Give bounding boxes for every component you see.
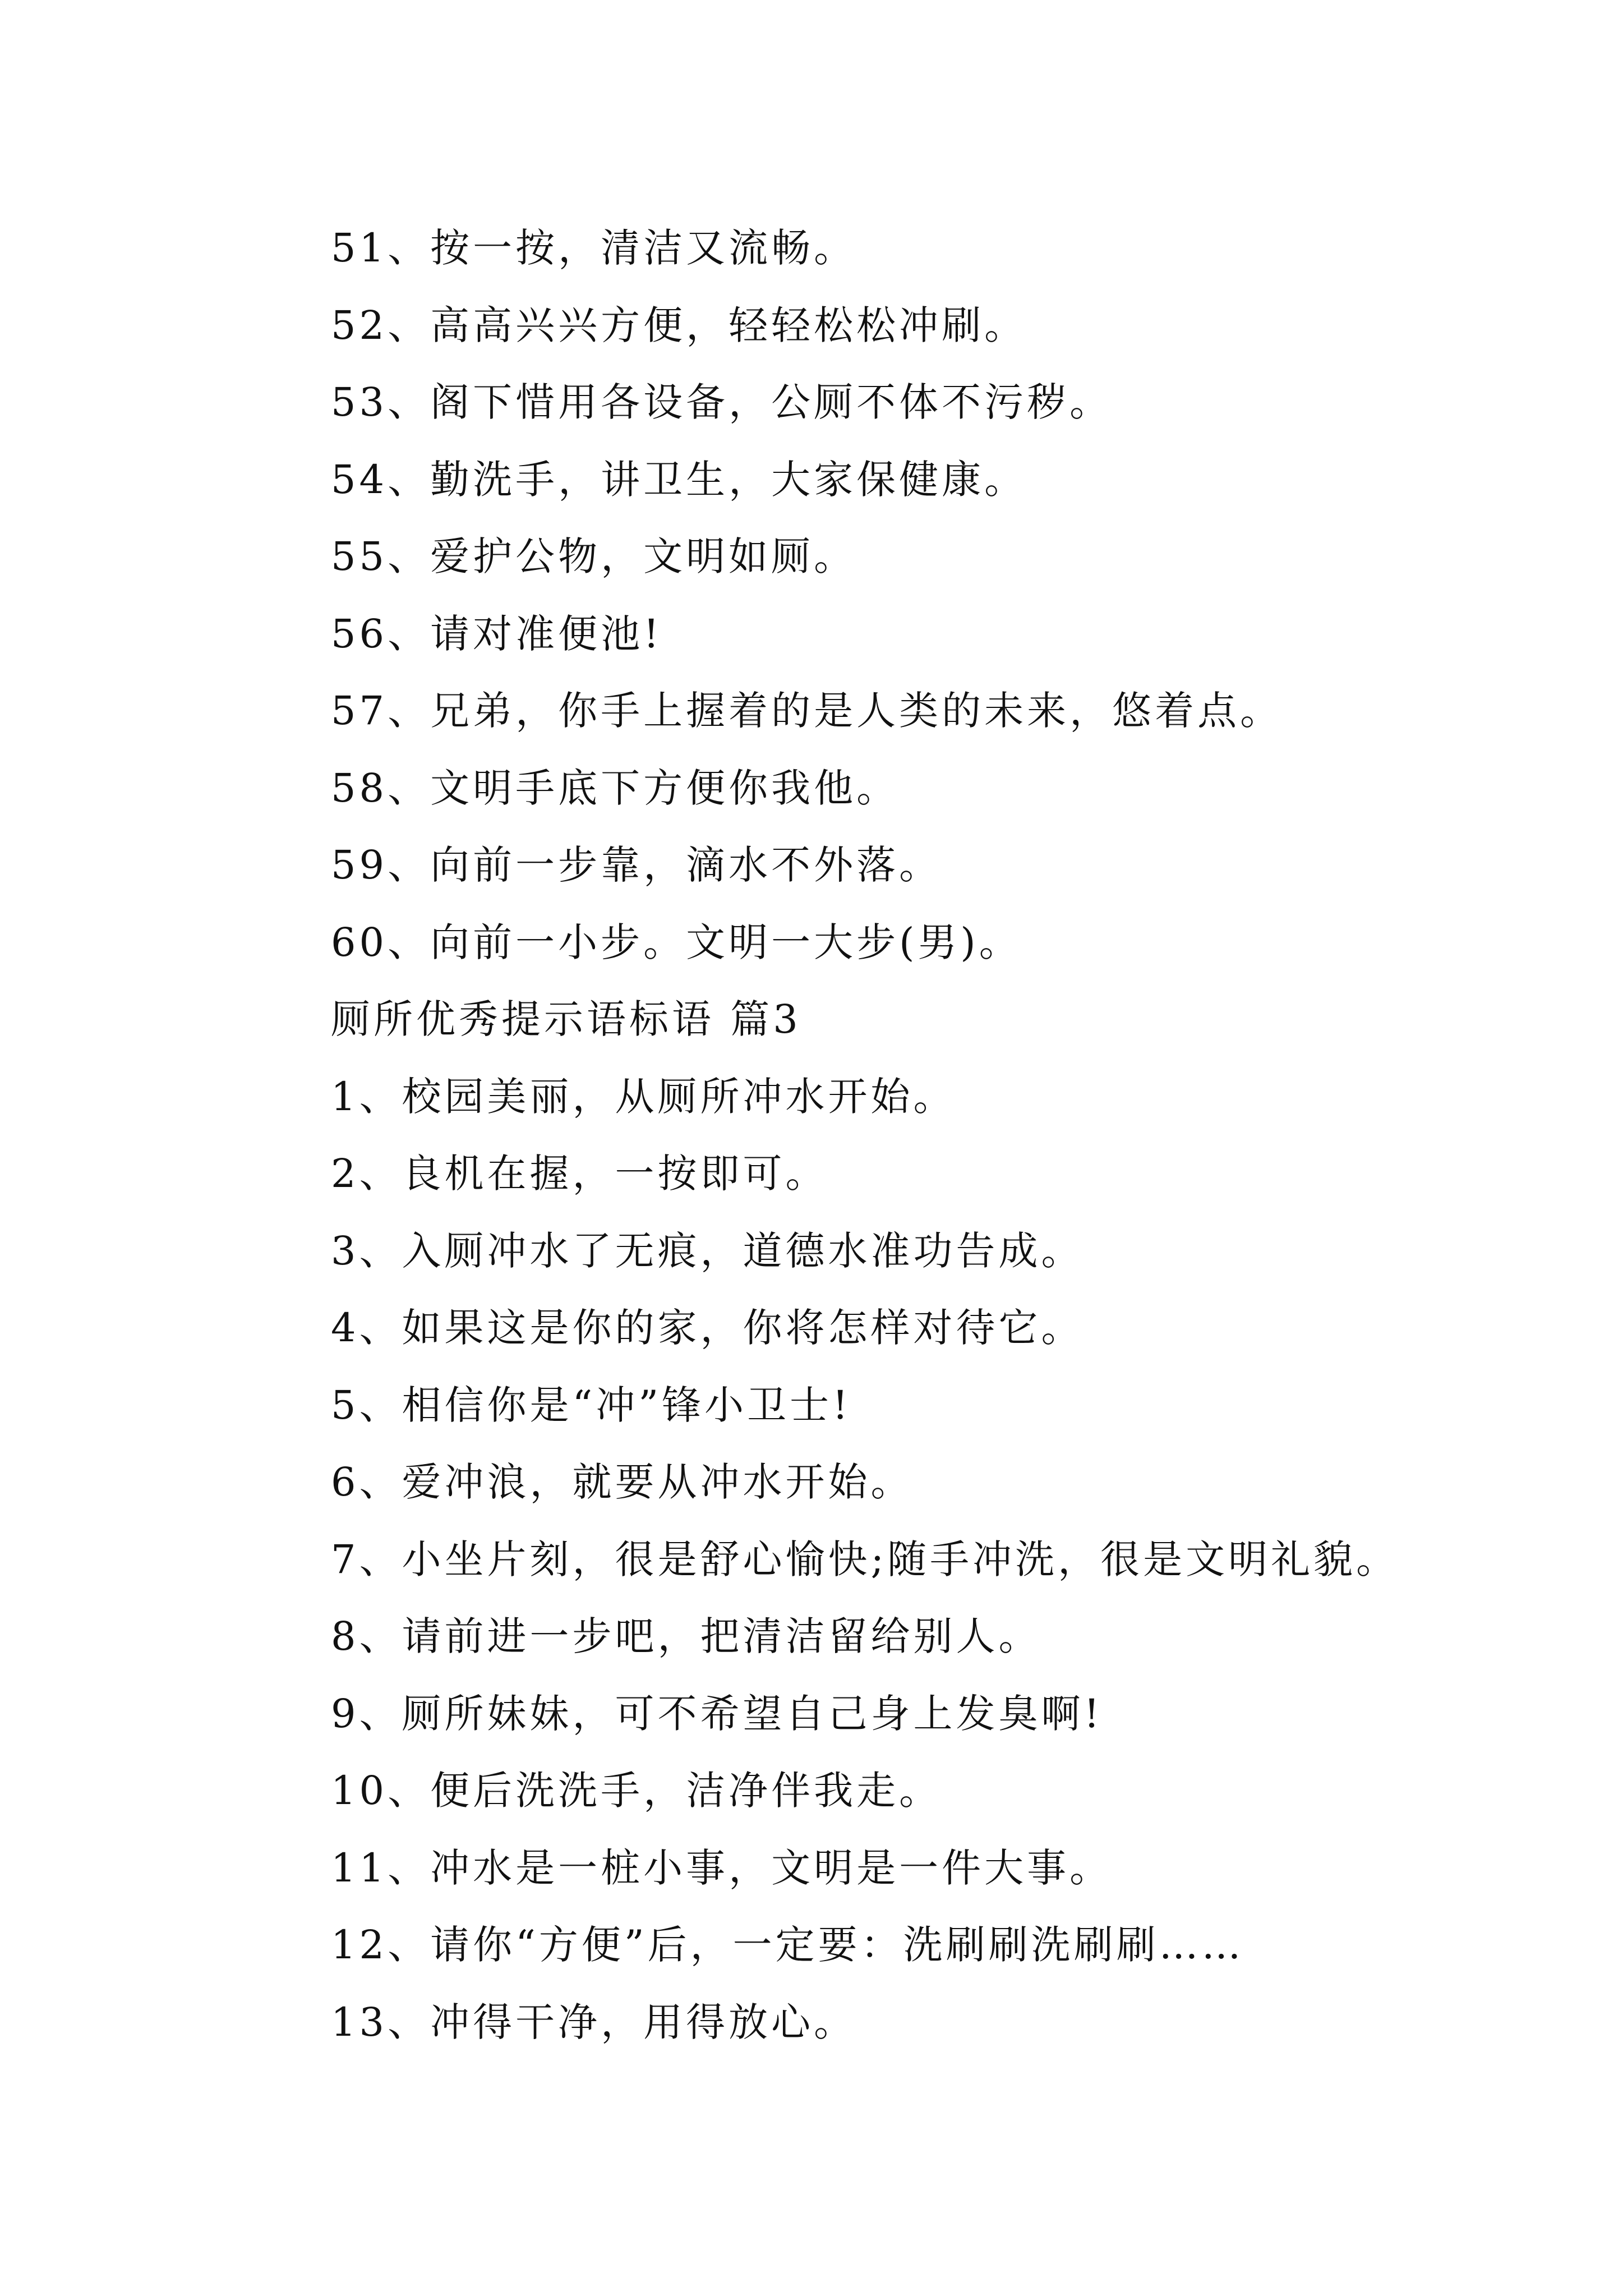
slogan-line-5: 5、相信你是“冲”锋小卫士! (331, 1382, 852, 1428)
slogan-line-10: 10、便后洗洗手，洁净伴我走。 (331, 1768, 942, 1814)
slogan-line-12: 12、请你“方便”后，一定要：洗刷刷洗刷刷…… (331, 1922, 1244, 1968)
slogan-line-7: 7、小坐片刻，很是舒心愉快;随手冲洗，很是文明礼貌。 (331, 1536, 1399, 1582)
slogan-line-9: 9、厕所妹妹，可不希望自己身上发臭啊! (331, 1690, 1103, 1737)
section-heading: 厕所优秀提示语标语 篇3 (331, 996, 801, 1042)
slogan-line-54: 54、勤洗手，讲卫生，大家保健康。 (331, 456, 1027, 503)
slogan-line-1: 1、校园美丽，从厕所冲水开始。 (331, 1073, 956, 1120)
slogan-line-51: 51、按一按，清洁又流畅。 (331, 225, 857, 271)
slogan-line-13: 13、冲得干净，用得放心。 (331, 1999, 857, 2045)
slogan-line-53: 53、阁下惜用各设备，公厕不体不污秽。 (331, 379, 1113, 425)
slogan-line-6: 6、爱冲浪，就要从冲水开始。 (331, 1459, 914, 1505)
slogan-line-60: 60、向前一小步。文明一大步(男)。 (331, 919, 1022, 965)
slogan-line-59: 59、向前一步靠，滴水不外落。 (331, 842, 942, 888)
slogan-line-8: 8、请前进一步吧，把清洁留给别人。 (331, 1613, 1041, 1659)
slogan-line-11: 11、冲水是一桩小事，文明是一件大事。 (331, 1844, 1113, 1891)
slogan-line-4: 4、如果这是你的家，你将怎样对待它。 (331, 1305, 1084, 1351)
slogan-line-3: 3、入厕冲水了无痕，道德水准功告成。 (331, 1227, 1084, 1274)
slogan-line-55: 55、爱护公物，文明如厕。 (331, 533, 857, 579)
slogan-line-56: 56、请对准便池! (331, 610, 663, 657)
document-body (331, 210, 1537, 2061)
slogan-line-57: 57、兄弟，你手上握着的是人类的未来，悠着点。 (331, 688, 1283, 734)
slogan-line-58: 58、文明手底下方便你我他。 (331, 765, 900, 811)
slogan-line-2: 2、良机在握，一按即可。 (331, 1151, 828, 1197)
slogan-line-52: 52、高高兴兴方便，轻轻松松冲刷。 (331, 302, 1027, 348)
